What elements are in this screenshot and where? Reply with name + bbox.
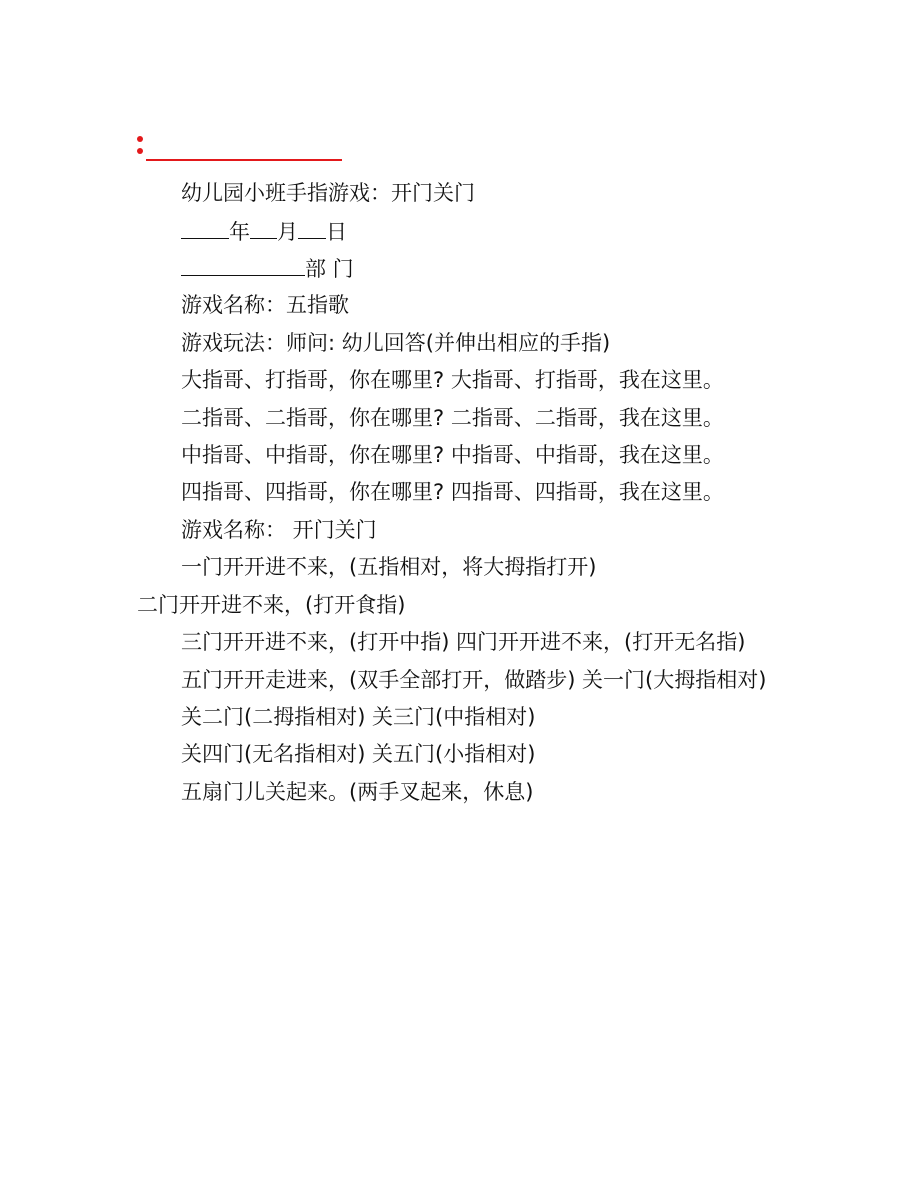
body-line: 游戏名称： 开门关门 [181,518,377,542]
body-line: 二指哥、二指哥，你在哪里? 二指哥、二指哥，我在这里。 [181,406,724,430]
red-dot-icon [137,136,143,142]
body-line: 二门开开进不来，(打开食指) [137,593,406,617]
year-label: 年 [229,220,250,244]
body-line: 关四门(无名指相对) 关五门(小指相对) [181,742,536,766]
body-line: 四指哥、四指哥，你在哪里? 四指哥、四指哥，我在这里。 [181,480,724,504]
red-header-rule [146,159,342,161]
red-dot-icon [137,148,143,154]
month-label: 月 [277,220,298,244]
body-line: 关二门(二拇指相对) 关三门(中指相对) [181,705,536,729]
date-line [181,218,347,245]
month-blank [250,218,277,239]
body-line: 五门开开走进来，(双手全部打开，做踏步) 关一门(大拇指相对) [181,668,767,692]
body-line: 游戏名称：五指歌 [181,293,349,317]
body-line: 游戏玩法：师问: 幼儿回答(并伸出相应的手指) [181,331,611,355]
day-blank [298,218,326,239]
department-line [181,255,354,282]
department-blank [181,255,305,276]
body-line: 一门开开进不来，(五指相对，将大拇指打开) [181,555,597,579]
department-label: 部 门 [305,257,354,281]
document-title: 幼儿园小班手指游戏：开门关门 [181,181,475,205]
body-line: 中指哥、中指哥，你在哪里? 中指哥、中指哥，我在这里。 [181,443,724,467]
year-blank [181,218,229,239]
header-accent-mark [137,134,342,166]
body-line: 三门开开进不来，(打开中指) 四门开开进不来，(打开无名指) [181,630,746,654]
body-line: 大指哥、打指哥，你在哪里? 大指哥、打指哥，我在这里。 [181,368,724,392]
body-line: 五扇门儿关起来。(两手叉起来，休息) [181,780,534,804]
day-label: 日 [326,220,347,244]
